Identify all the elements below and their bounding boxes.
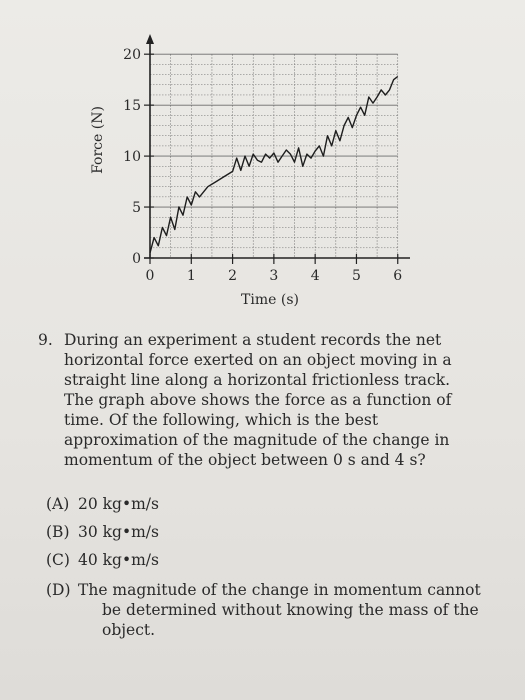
choice-text: 20 kg•m/s bbox=[78, 495, 159, 513]
x-tick-label: 0 bbox=[145, 268, 155, 284]
grid bbox=[150, 54, 398, 258]
y-tick-label: 0 bbox=[132, 251, 141, 267]
question-9 bbox=[38, 330, 478, 470]
y-tick-label: 15 bbox=[123, 98, 141, 115]
choice-text: The magnitude of the change in momentum cannot be determined without knowing the mass of the object. bbox=[78, 581, 481, 639]
x-axis-label: Time (s) bbox=[241, 292, 299, 308]
choice-text: 40 kg•m/s bbox=[78, 551, 159, 569]
x-tick-label: 1 bbox=[186, 268, 196, 284]
y-tick-label: 5 bbox=[132, 200, 141, 217]
choice-letter: (B) bbox=[46, 523, 70, 541]
choice-b[interactable] bbox=[46, 520, 486, 544]
y-tick-label: 10 bbox=[123, 149, 141, 166]
choice-c[interactable] bbox=[46, 548, 486, 572]
choice-letter: (A) bbox=[46, 495, 70, 513]
x-tick-label: 3 bbox=[269, 268, 279, 284]
choice-a[interactable] bbox=[46, 492, 486, 516]
choice-text: 30 kg•m/s bbox=[78, 523, 159, 541]
choice-d[interactable] bbox=[46, 580, 486, 640]
choice-letter: (D) bbox=[46, 581, 71, 599]
question-number: 9. bbox=[38, 331, 53, 349]
x-tick-label: 4 bbox=[310, 268, 320, 284]
x-tick-label: 6 bbox=[393, 268, 403, 284]
answer-choices bbox=[46, 492, 486, 644]
question-text: During an experiment a student records the net horizontal force exerted on an object moving in a straight line along a horizontal frictionless track. The graph above shows the force as a function of time. Of the following, which is the best approximation of the magnitude of the change in momentum of the object between 0 s and 4 s? bbox=[64, 331, 452, 469]
y-tick-label: 20 bbox=[123, 47, 141, 64]
tick-labels bbox=[123, 47, 402, 284]
force-time-graph bbox=[80, 30, 420, 315]
y-axis-label: Force (N) bbox=[90, 106, 106, 174]
axes bbox=[144, 34, 410, 264]
choice-letter: (C) bbox=[46, 551, 70, 569]
x-tick-label: 2 bbox=[228, 268, 238, 284]
y-axis-arrow bbox=[146, 34, 154, 44]
x-tick-label: 5 bbox=[351, 268, 361, 284]
